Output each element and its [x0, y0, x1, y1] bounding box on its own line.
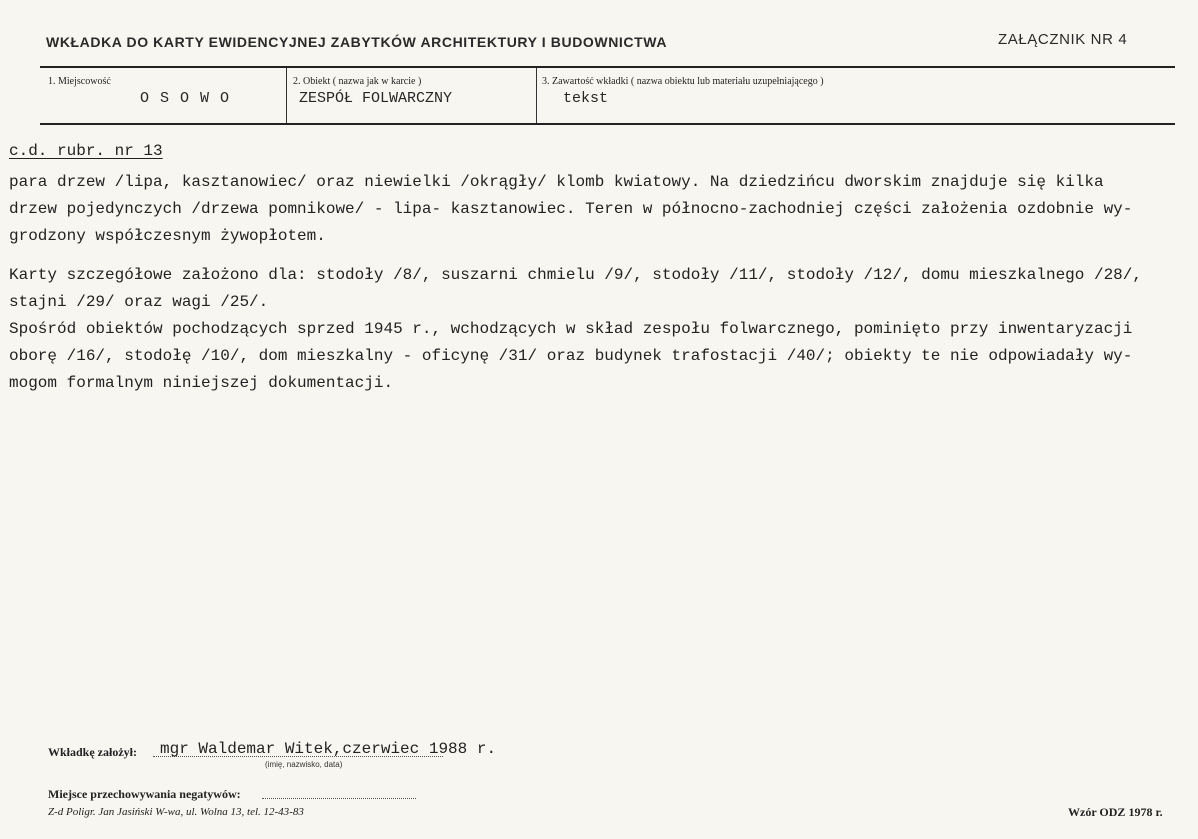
location-value: O S O W O	[140, 90, 231, 107]
header-rule-top	[40, 66, 1175, 68]
form-title: WKŁADKA DO KARTY EWIDENCYJNEJ ZABYTKÓW ARCHITEKTURY I BUDOWNICTWA	[46, 34, 668, 50]
negatives-storage-dotted-line	[262, 798, 416, 799]
field-divider	[286, 68, 287, 123]
text-line: Karty szczegółowe założono dla: stodoły /8/, suszarni chmielu /9/, stodoły /11/, stodoły /12/, domu mieszkalnego /28/,	[9, 266, 1142, 284]
paragraph-trees	[9, 169, 1194, 250]
text-line: stajni /29/ oraz wagi /25/.	[9, 293, 269, 311]
text-line: para drzew /lipa, kasztanowiec/ oraz niewielki /okrągły/ klomb kwiatowy. Na dziedzińcu dworskim znajduje się kilka	[9, 173, 1104, 191]
annex-number: ZAŁĄCZNIK NR 4	[998, 31, 1128, 48]
object-label: 2. Obiekt ( nazwa jak w karcie )	[293, 76, 422, 87]
text-line: mogom formalnym niniejszej dokumentacji.	[9, 374, 394, 392]
created-by-value: mgr Waldemar Witek,czerwiec 1988 r.	[160, 740, 497, 758]
section-reference: c.d. rubr. nr 13	[9, 142, 163, 160]
created-by-hint: (imię, nazwisko, data)	[265, 760, 343, 769]
object-value: ZESPÓŁ FOLWARCZNY	[299, 90, 453, 107]
printer-imprint: Z-d Poligr. Jan Jasiński W-wa, ul. Wolna 13, tel. 12-43-83	[48, 806, 304, 818]
header-rule-bottom	[40, 123, 1175, 125]
paragraph-cards	[9, 262, 1194, 397]
location-label: 1. Miejscowość	[48, 76, 111, 87]
content-label: 3. Zawartość wkładki ( nazwa obiektu lub materiału uzupełniającego )	[542, 76, 824, 87]
form-number: Wzór ODZ 1978 r.	[1068, 805, 1163, 819]
text-line: oborę /16/, stodołę /10/, dom mieszkalny - oficynę /31/ oraz budynek trafostacji /40/; obiekty te nie odpowiadały wy-	[9, 347, 1133, 365]
field-divider	[536, 68, 537, 123]
created-by-label: Wkładkę założył:	[48, 745, 137, 759]
text-line: grodzony współczesnym żywopłotem.	[9, 227, 326, 245]
text-line: drzew pojedynczych /drzewa pomnikowe/ - lipa- kasztanowiec. Teren w północno-zachodniej części założenia ozdobnie wy-	[9, 200, 1133, 218]
negatives-storage-label: Miejsce przechowywania negatywów:	[48, 787, 241, 801]
text-line: Spośród obiektów pochodzących sprzed 1945 r., wchodzących w skład zespołu folwarcznego, pominięto przy inwentaryzacji	[9, 320, 1133, 338]
content-value: tekst	[563, 90, 609, 107]
